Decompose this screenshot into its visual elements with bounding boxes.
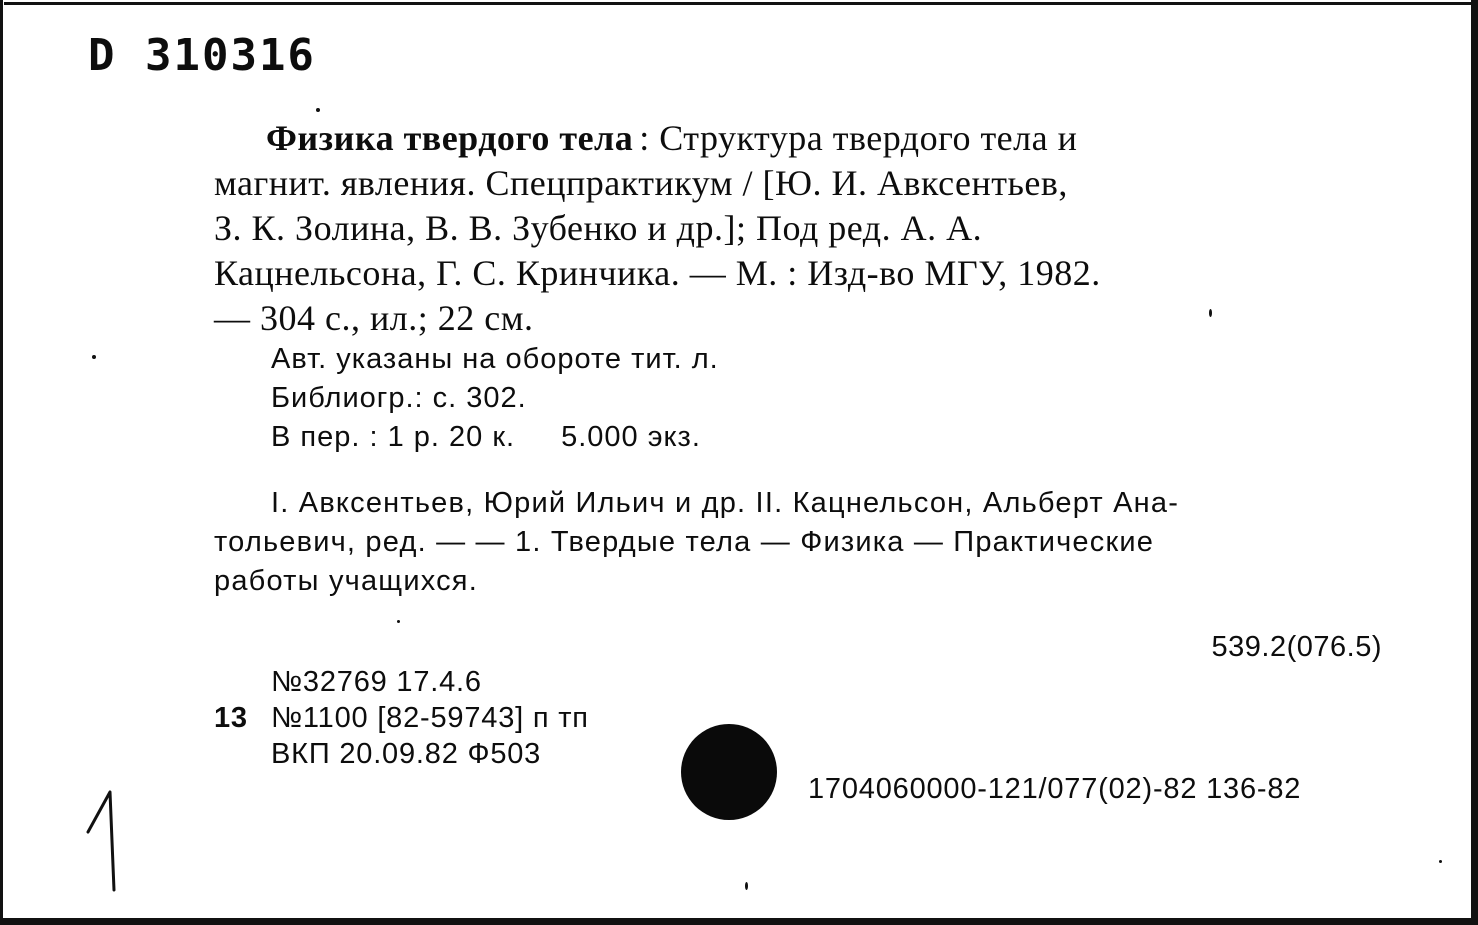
speck: [397, 620, 400, 623]
shelfmark: D 310316: [88, 30, 316, 81]
udc-index: 539.2(076.5): [1211, 631, 1382, 663]
speck: [1439, 860, 1442, 863]
note-price: В пер. : 1 р. 20 к.: [271, 421, 516, 453]
speck: [1209, 309, 1212, 317]
title-continuation: : Структура твердого тела и: [639, 118, 1078, 158]
description-line-2: магнит. явления. Спецпрактикум / [Ю. И. Авксентьев,: [214, 163, 1068, 203]
accession-row-2: [214, 700, 589, 736]
note-copies: 5.000 экз.: [561, 421, 701, 453]
description-line-3: З. К. Золина, В. В. Зубенко и др.]; Под ред. А. А.: [214, 208, 983, 248]
card-edge-left: [0, 0, 3, 925]
title-line: [214, 116, 1388, 161]
card-edge-bottom: [0, 918, 1478, 925]
bibliographic-description: [214, 116, 1388, 341]
title-bold: Физика твердого тела: [266, 118, 634, 158]
description-line-5: — 304 с., ил.; 22 см.: [214, 298, 534, 338]
punch-hole: [681, 724, 777, 820]
notes: [271, 340, 719, 457]
tracing-line-3: работы учащихся.: [214, 565, 478, 597]
accession-block: [214, 664, 589, 772]
accession-row-1: [214, 664, 589, 700]
accession-row-3: [214, 736, 589, 772]
note-price-row: [271, 418, 719, 457]
tracing-line-1: I. Авксентьев, Юрий Ильич и др. II. Кацнельсон, Альберт Ана-: [271, 487, 1180, 519]
speck: [316, 108, 320, 112]
handwritten-mark: [80, 780, 140, 900]
note-bibliography: Библиогр.: с. 302.: [271, 382, 527, 414]
accession-prefix: 13: [214, 702, 248, 734]
note-authors: Авт. указаны на обороте тит. л.: [271, 343, 719, 375]
speck: [92, 355, 96, 359]
card-edge-right: [1471, 0, 1478, 925]
accession-line-2: №1100 [82-59743] п тп: [271, 702, 589, 734]
publisher-code: 1704060000-121/077(02)-82 136-82: [808, 773, 1302, 805]
tracings: [214, 484, 1388, 601]
accession-line-1: №32769 17.4.6: [271, 666, 482, 698]
card-edge-top: [4, 2, 1474, 5]
speck: [745, 882, 748, 890]
tracing-line-2: тольевич, ред. — — 1. Твердые тела — Физика — Практические: [214, 526, 1155, 558]
description-line-4: Кацнельсона, Г. С. Кринчика. — М. : Изд-во МГУ, 1982.: [214, 253, 1101, 293]
accession-line-3: ВКП 20.09.82 Ф503: [271, 738, 542, 770]
